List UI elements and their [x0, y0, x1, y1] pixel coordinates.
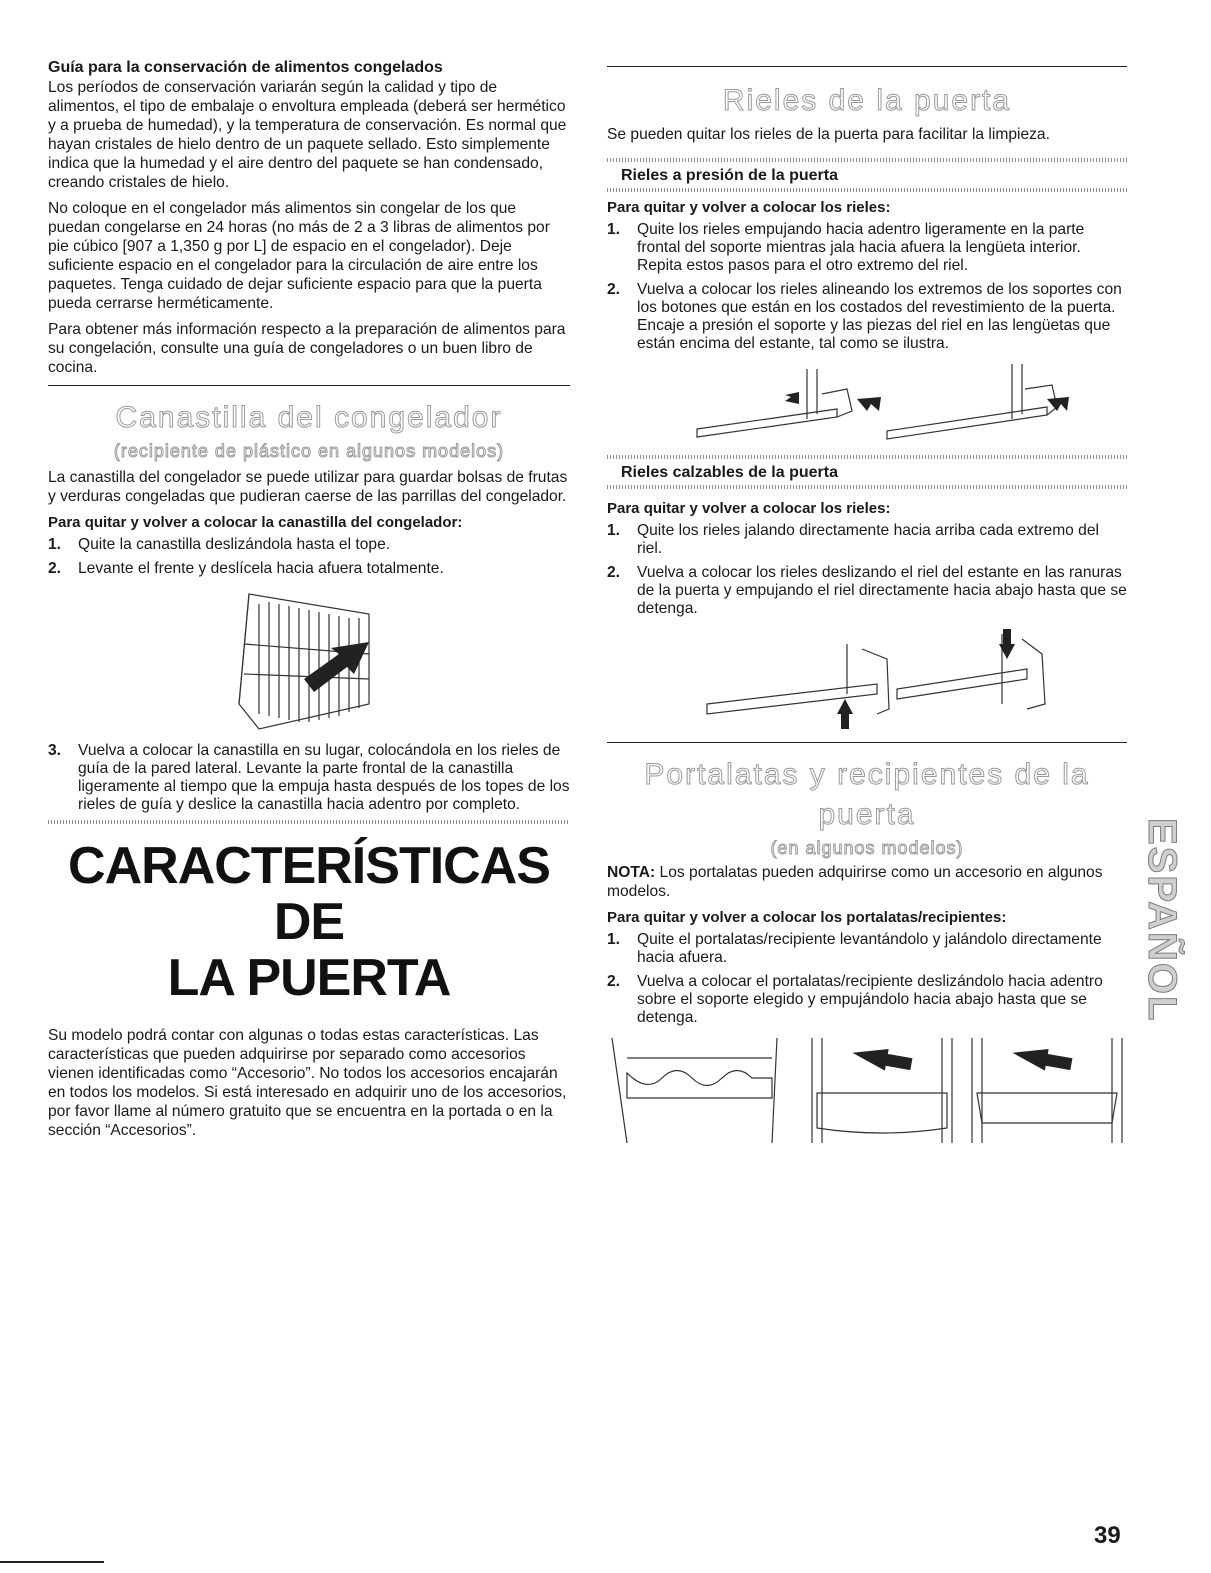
cans-illustration	[607, 1033, 1127, 1148]
guide-paragraph-3: Para obtener más información respecto a la preparación de alimentos para su congelación, consulte una guía de congeladores o un buen libro de cocina.	[48, 321, 566, 376]
left-column	[48, 58, 570, 1147]
arrow-icon	[785, 392, 799, 404]
arrow-icon	[1047, 397, 1069, 411]
basket-section-subtitle: (recipiente de plástico en algunos modelos)	[113, 441, 505, 461]
cans-section-subtitle: (en algunos modelos)	[770, 838, 964, 858]
language-side-tab: ESPAÑOL	[1140, 818, 1184, 1023]
guide-paragraph-1: Los períodos de conservación variarán según la calidad y tipo de alimentos, el tipo de embalaje o envoltura empleada (deberá ser hermético y a prueba de humedad), y la temperatura de conservación. Es normal que hayan cristales de hielo dentro de un paquete sellado. Esto simplemente indica que la humedad y el aire dentro del paquete se han condensado, creando cristales de hielo.	[48, 79, 567, 191]
basket-illustration	[219, 584, 399, 734]
cans-instructions-heading: Para quitar y volver a colocar los portalatas/recipientes:	[607, 909, 1007, 926]
basket-section-title: Canastilla del congelador	[115, 401, 503, 434]
press-rails-illustration	[657, 359, 1077, 449]
list-item: 2. Vuelva a colocar los rieles alineando los extremos de los soportes con los botones que están en los costados del revestimiento de la puerta. Encaje a presión el soporte y las piezas del riel en las lengüetas que están encima del estante, tal como se ilustra.	[607, 281, 1122, 352]
list-item: 1. Quite los rieles jalando directamente hacia arriba cada extremo del riel.	[607, 522, 1099, 557]
press-rails-heading: Rieles a presión de la puerta	[621, 167, 838, 184]
dotted-divider	[48, 820, 570, 824]
features-paragraph: Su modelo podrá contar con algunas o todas estas características. Las características que pueden adquirirse por separado como accesorios vienen identificadas como “Accesorio”. No todos los accesorios encajarán en todos los modelos. Si está interesado en adquirir uno de los accesorios, por favor llame al número gratuito que se encuentra en la portada o en la sección “Accesorios”.	[48, 1027, 567, 1139]
arrow-icon	[837, 699, 853, 729]
arrow-icon	[1010, 1043, 1073, 1075]
dotted-divider	[607, 455, 1127, 459]
cans-section-title: Portalatas y recipientes de la puerta	[644, 758, 1090, 831]
rails-section-title: Rieles de la puerta	[722, 84, 1012, 117]
guide-heading: Guía para la conservación de alimentos congelados	[48, 59, 443, 76]
list-item: 2. Vuelva a colocar los rieles deslizando el riel del estante en las ranuras de la puerta y empujando el riel directamente hacia abajo hasta que se detenga.	[607, 564, 1127, 617]
cans-steps	[607, 931, 1127, 1027]
snap-rails-steps	[607, 522, 1127, 618]
features-title-line-2: LA PUERTA	[167, 949, 451, 1007]
list-item: 1. Quite la canastilla deslizándola hasta el tope.	[48, 536, 391, 553]
arrow-icon	[857, 397, 881, 411]
section-divider	[48, 385, 570, 386]
arrow-icon	[850, 1043, 913, 1075]
dotted-divider	[607, 158, 1127, 162]
dotted-divider	[607, 485, 1127, 489]
press-rails-instructions-heading: Para quitar y volver a colocar los rieles:	[607, 199, 891, 216]
guide-paragraph-2: No coloque en el congelador más alimentos sin congelar de los que puedan congelarse en 24 horas (no más de 2 a 3 libras de alimentos por pie cúbico [907 a 1,350 g por L] de espacio en el congelador). Deje suficiente espacio en el congelador para la circulación de aire entre los paquetes. Tenga cuidado de dejar suficiente espacio para que la puerta pueda cerrarse herméticamente.	[48, 200, 550, 312]
list-item: 2. Levante el frente y deslícela hacia afuera totalmente.	[48, 560, 444, 577]
list-item: 3. Vuelva a colocar la canastilla en su lugar, colocándola en los rieles de guía de la pared lateral. Levante la parte frontal de la canastilla ligeramente al tiempo que la empuja hasta después de los topes de los rieles de guía y deslice la canastilla hacia adentro por completo.	[48, 742, 570, 813]
features-title-line-1: CARACTERÍSTICAS DE	[68, 837, 550, 951]
press-rails-steps	[607, 221, 1127, 353]
cans-note: NOTA: Los portalatas pueden adquirirse como un accesorio en algunos modelos.	[607, 864, 1103, 900]
snap-rails-instructions-heading: Para quitar y volver a colocar los rieles:	[607, 500, 891, 517]
basket-instructions-heading: Para quitar y volver a colocar la canastilla del congelador:	[48, 514, 463, 531]
basket-step-3	[48, 742, 570, 814]
list-item: 1. Quite los rieles empujando hacia adentro ligeramente en la parte frontal del soporte mientras jala hacia afuera la lengüeta interior. Repita estos pasos para el otro extremo del riel.	[607, 221, 1085, 274]
section-divider	[607, 742, 1127, 743]
dotted-divider	[607, 188, 1127, 192]
right-column	[607, 58, 1127, 1148]
list-item: 1. Quite el portalatas/recipiente levantándolo y jalándolo directamente hacia afuera.	[607, 931, 1102, 966]
basket-intro: La canastilla del congelador se puede utilizar para guardar bolsas de frutas y verduras congeladas que pudieran caerse de las parrillas del congelador.	[48, 469, 568, 505]
snap-rails-heading: Rieles calzables de la puerta	[621, 464, 838, 481]
basket-steps	[48, 536, 570, 578]
snap-rails-illustration	[667, 624, 1067, 734]
footer-rule	[0, 1561, 104, 1563]
section-divider	[607, 66, 1127, 67]
list-item: 2. Vuelva a colocar el portalatas/recipiente deslizándolo hacia adentro sobre el soporte elegido y empujándolo hacia abajo hasta que se detenga.	[607, 973, 1103, 1026]
rails-intro: Se pueden quitar los rieles de la puerta para facilitar la limpieza.	[607, 126, 1050, 143]
page-number: 39	[1094, 1522, 1121, 1549]
